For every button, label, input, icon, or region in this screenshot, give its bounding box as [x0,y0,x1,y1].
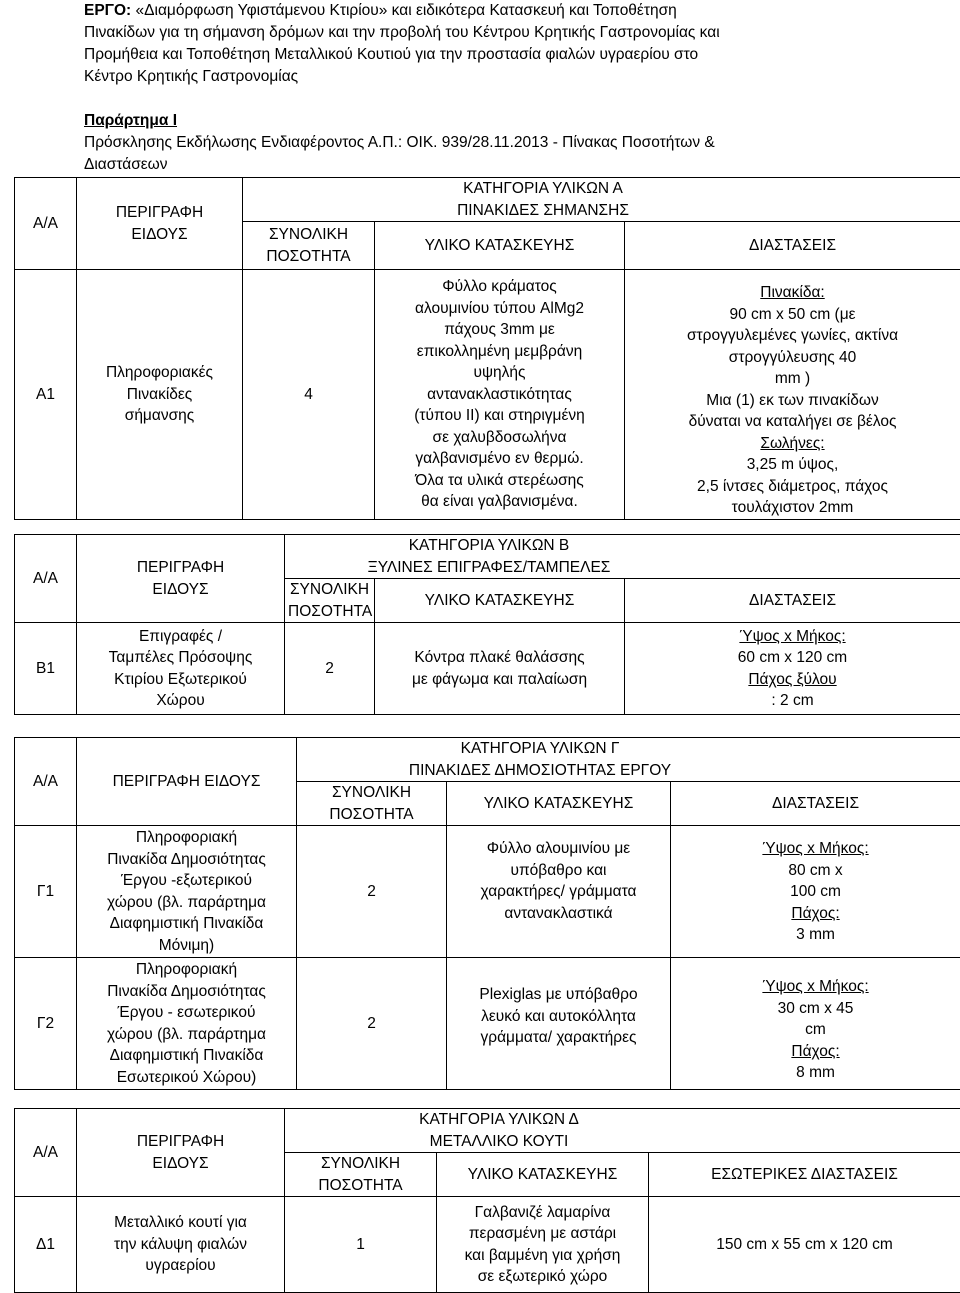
dim-label: Πάχος: [674,1041,957,1063]
text-line: Μια (1) εκ των πινακίδων [628,390,957,412]
table-row [15,1197,960,1293]
text-line: γαλβανισμένο εν θερμώ. [378,448,621,470]
col-header-material: ΥΛΙΚΟ ΚΑΤΑΣΚΕΥΗΣ [437,1153,649,1197]
text-line [628,626,957,669]
cell-dimensions [671,958,960,1090]
text-line: Έργου -εξωτερικού [80,870,293,892]
dim-label: Ύψος x Μήκος: [674,976,957,998]
col-header-text: ΕΙΔΟΥΣ [80,579,281,601]
dim-label: Ύψος x Μήκος: [674,838,957,860]
cell-material [375,623,625,715]
category-name: ΚΑΤΗΓΟΡΙΑ ΥΛΙΚΩΝ Γ [300,738,780,760]
col-header-text: ΠΟΣΟΤΗΤΑ [288,601,371,623]
table-category-d [14,1108,960,1293]
col-header-quantity [285,1153,437,1197]
text-line: Διαφημιστική Πινακίδα [80,913,293,935]
text-line [628,282,957,325]
text-line: cm [674,1019,957,1041]
text-line: Εσωτερικού Χώρου) [80,1067,293,1089]
header-line [84,0,884,22]
text-line: Πινακίδα Δημοσιότητας [80,981,293,1003]
text-line: Χώρου [80,690,281,712]
category-name: ΚΑΤΗΓΟΡΙΑ ΥΛΙΚΩΝ Α [246,178,840,200]
text-line [628,433,957,476]
cell-description [77,1197,285,1293]
category-title [297,738,960,782]
dim-label: Πινακίδα: [628,282,957,304]
table-row [15,623,960,715]
cell-dimensions [625,270,960,520]
text-line: πάχους 3mm με [378,319,621,341]
dim-value: 90 cm x 50 cm (με [628,304,957,326]
text-line: στρογγυλεμένες γωνίες, ακτίνα [628,325,957,347]
text-line: Πινακίδες [80,384,239,406]
table-row [15,826,960,958]
cell-aa: Γ2 [15,958,77,1090]
col-header-material: ΥΛΙΚΟ ΚΑΤΑΣΚΕΥΗΣ [447,782,671,826]
text-line: Μεταλλικό κουτί για [80,1212,281,1234]
annex-line: Διαστάσεων [84,154,884,176]
cell-quantity: 1 [285,1197,437,1293]
col-header-text: ΣΥΝΟΛΙΚΗ [300,782,443,804]
col-header-text: ΠΕΡΙΓΡΑΦΗ [80,202,239,224]
col-header-description [77,535,285,623]
col-header-text: ΠΕΡΙΓΡΑΦΗ [80,557,281,579]
text-line [674,838,957,881]
text-line: 100 cm [674,881,957,903]
table-category-a [14,177,960,520]
text-line: τουλάχιστον 2mm [628,497,957,519]
category-subtitle: ΠΙΝΑΚΙΔΕΣ ΔΗΜΟΣΙΟΤΗΤΑΣ ΕΡΓΟΥ [300,760,780,782]
col-header-text: ΠΟΣΟΤΗΤΑ [288,1175,433,1197]
category-title [285,535,960,579]
category-subtitle: ΠΙΝΑΚΙΔΕΣ ΣΗΜΑΝΣΗΣ [246,200,840,222]
text-line: σήμανσης [80,405,239,427]
table-row [15,270,960,520]
category-subtitle: ΞΥΛΙΝΕΣ ΕΠΙΓΡΑΦΕΣ/ΤΑΜΠΕΛΕΣ [288,557,690,579]
text-line [628,669,957,712]
header-line: Κέντρο Κρητικής Γαστρονομίας [84,66,884,88]
dim-value: 3,25 m ύψος, [628,454,957,476]
text-line: Φύλλο αλουμινίου με [450,838,667,860]
text-line: αντανακλαστικότητας [378,384,621,406]
dim-value: 3 mm [674,924,957,946]
col-header-dimensions: ΔΙΑΣΤΑΣΕΙΣ [625,579,960,623]
project-header [84,0,884,88]
category-subtitle: ΜΕΤΑΛΛΙΚΟ ΚΟΥΤΙ [288,1131,710,1153]
text-line: Επιγραφές / [80,626,281,648]
col-header-text: ΣΥΝΟΛΙΚΗ [288,1153,433,1175]
cell-aa: Δ1 [15,1197,77,1293]
col-header-description: ΠΕΡΙΓΡΑΦΗ ΕΙΔΟΥΣ [77,738,297,826]
header-line: Πινακίδων για τη σήμανση δρόμων και την προβολή του Κέντρου Κρητικής Γαστρονομίας και [84,22,884,44]
text-line: δύναται να καταλήγει σε βέλος [628,411,957,433]
category-title [285,1109,960,1153]
dim-value: 60 cm x 120 cm [628,647,957,669]
text-line: γράμματα/ χαρακτήρες [450,1027,667,1049]
text-line: σε εξωτερικό χώρο [440,1266,645,1288]
text-line: θα είναι γαλβανισμένα. [378,491,621,513]
col-header-quantity [285,579,375,623]
text-line: υψηλής [378,362,621,384]
cell-material [437,1197,649,1293]
text-line: Όλα τα υλικά στερέωσης [378,470,621,492]
text-line: Πληροφοριακή [80,959,293,981]
text-line: 2,5 ίντσες διάμετρος, πάχος [628,476,957,498]
cell-dimensions [671,826,960,958]
header-line: Προμήθεια και Τοποθέτηση Μεταλλικού Κουτιού για την προστασία φιαλών υγραερίου στο [84,44,884,66]
text-line: Διαφημιστική Πινακίδα [80,1045,293,1067]
text-line [674,903,957,946]
dim-label: Πάχος ξύλου [628,669,957,691]
text-line: υπόβαθρο και [450,860,667,882]
dim-value: 30 cm x 45 [674,998,957,1020]
col-header-aa: Α/Α [15,178,77,270]
col-header-aa: Α/Α [15,1109,77,1197]
col-header-aa: Α/Α [15,535,77,623]
col-header-aa: Α/Α [15,738,77,826]
cell-material [375,270,625,520]
annex-block [84,110,884,176]
col-header-dimensions: ΔΙΑΣΤΑΣΕΙΣ [625,222,960,270]
text-line: χαρακτήρες/ γράμματα [450,881,667,903]
cell-material [447,958,671,1090]
col-header-material: ΥΛΙΚΟ ΚΑΤΑΣΚΕΥΗΣ [375,222,625,270]
text-line: Πινακίδα Δημοσιότητας [80,849,293,871]
text-line: και βαμμένη για χρήση [440,1245,645,1267]
project-label: ΕΡΓΟ: [84,2,131,19]
col-header-dimensions: ΔΙΑΣΤΑΣΕΙΣ [671,782,960,826]
text-line: Μόνιμη) [80,935,293,957]
text-line: Έργου - εσωτερικού [80,1002,293,1024]
col-header-text: ΠΟΣΟΤΗΤΑ [246,246,371,268]
table-row [15,958,960,1090]
text-line: με φάγωμα και παλαίωση [378,669,621,691]
cell-aa: Α1 [15,270,77,520]
cell-quantity: 2 [297,958,447,1090]
text-line: στρογγύλευσης 40 [628,347,957,369]
dim-value: : 2 cm [628,690,957,712]
col-header-description [77,178,243,270]
text-line: Κτιρίου Εξωτερικού [80,669,281,691]
col-header-text: ΕΙΔΟΥΣ [80,1153,281,1175]
cell-description [77,958,297,1090]
cell-quantity: 2 [297,826,447,958]
text-line: χώρου (βλ. παράρτημα [80,892,293,914]
table-category-b [14,534,960,715]
text-line: Κόντρα πλακέ θαλάσσης [378,647,621,669]
col-header-text: ΣΥΝΟΛΙΚΗ [246,224,371,246]
text-line [674,1041,957,1084]
text-line: Πληροφοριακή [80,827,293,849]
annex-line: Πρόσκλησης Εκδήλωσης Ενδιαφέροντος Α.Π.: ΟΙΚ. 939/28.11.2013 - Πίνακας Ποσοτήτων & [84,132,884,154]
category-name: ΚΑΤΗΓΟΡΙΑ ΥΛΙΚΩΝ Β [288,535,690,557]
table-category-c [14,737,960,1090]
text-line: επικολλημένη μεμβράνη [378,341,621,363]
dim-label: Σωλήνες: [628,433,957,455]
dim-value: 8 mm [674,1062,957,1084]
text-line: σε χαλυβδοσωλήνα [378,427,621,449]
cell-aa: Γ1 [15,826,77,958]
text-line: περασμένη με αστάρι [440,1223,645,1245]
text-line: Plexiglas με υπόβαθρο [450,984,667,1006]
cell-description [77,623,285,715]
dim-label: Ύψος x Μήκος: [628,626,957,648]
cell-dimensions: 150 cm x 55 cm x 120 cm [649,1197,960,1293]
col-header-text: ΣΥΝΟΛΙΚΗ [288,579,371,601]
text-line: Ταμπέλες Πρόσοψης [80,647,281,669]
col-header-description [77,1109,285,1197]
text-line: υγραερίου [80,1255,281,1277]
cell-dimensions [625,623,960,715]
col-header-text: ΕΙΔΟΥΣ [80,224,239,246]
annex-title: Παράρτημα Ι [84,110,884,132]
category-name: ΚΑΤΗΓΟΡΙΑ ΥΛΙΚΩΝ Δ [288,1109,710,1131]
cell-aa: Β1 [15,623,77,715]
col-header-text: ΠΟΣΟΤΗΤΑ [300,804,443,826]
text-line: την κάλυψη φιαλών [80,1234,281,1256]
col-header-quantity [297,782,447,826]
text-line: Γαλβανιζέ λαμαρίνα [440,1202,645,1224]
category-title [243,178,960,222]
text-line: (τύπου ΙΙ) και στηριγμένη [378,405,621,427]
dim-value: 80 cm x [674,860,957,882]
project-title: «Διαμόρφωση Υφιστάμενου Κτιρίου» και ειδικότερα Κατασκευή και Τοποθέτηση [131,2,677,19]
col-header-dimensions: ΕΣΩΤΕΡΙΚΕΣ ΔΙΑΣΤΑΣΕΙΣ [649,1153,960,1197]
text-line: mm ) [628,368,957,390]
text-line: αντανακλαστικά [450,903,667,925]
cell-description [77,826,297,958]
cell-quantity: 4 [243,270,375,520]
text-line: λευκό και αυτοκόλλητα [450,1006,667,1028]
col-header-quantity [243,222,375,270]
text-line: Φύλλο κράματος [378,276,621,298]
text-line: χώρου (βλ. παράρτημα [80,1024,293,1046]
col-header-material: ΥΛΙΚΟ ΚΑΤΑΣΚΕΥΗΣ [375,579,625,623]
text-line [674,976,957,1019]
cell-quantity: 2 [285,623,375,715]
dim-label: Πάχος: [674,903,957,925]
cell-material [447,826,671,958]
cell-description [77,270,243,520]
text-line: Πληροφοριακές [80,362,239,384]
col-header-text: ΠΕΡΙΓΡΑΦΗ [80,1131,281,1153]
text-line: αλουμινίου τύπου AlMg2 [378,298,621,320]
